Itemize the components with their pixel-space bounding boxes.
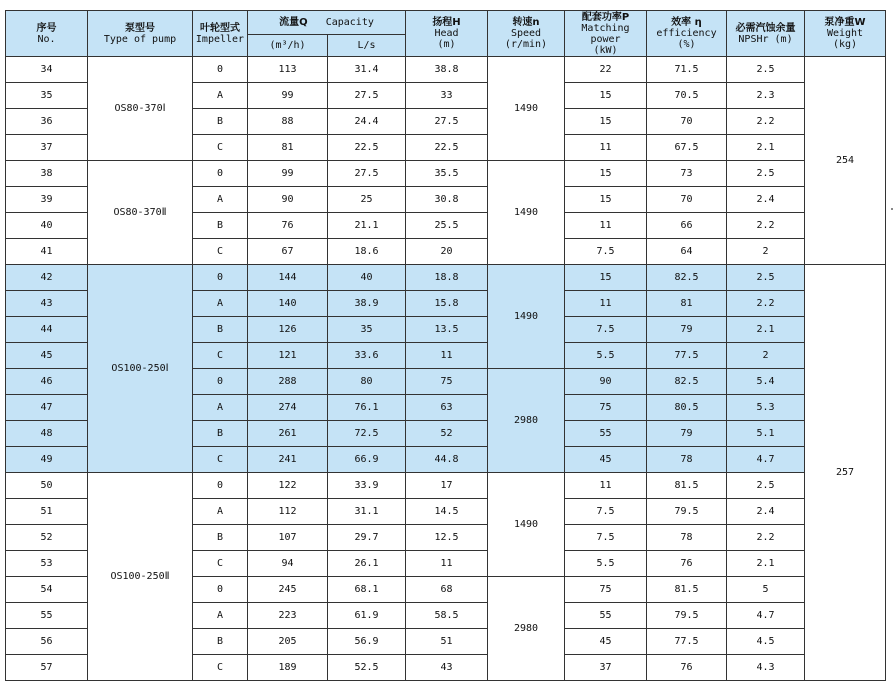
cell-head: 13.5 [406,317,488,343]
cell-npshr: 5.3 [727,395,805,421]
cell-no: 36 [6,109,88,135]
cell-capacity-m3h: 144 [248,265,328,291]
cell-head: 22.5 [406,135,488,161]
cell-capacity-m3h: 90 [248,187,328,213]
cell-head: 68 [406,577,488,603]
cell-npshr: 2.5 [727,161,805,187]
cell-capacity-ls: 26.1 [328,551,406,577]
cell-capacity-ls: 66.9 [328,447,406,473]
cell-capacity-ls: 72.5 [328,421,406,447]
cell-capacity-m3h: 223 [248,603,328,629]
cell-capacity-ls: 52.5 [328,655,406,681]
table-row [6,57,886,83]
header-impeller: 叶轮型式 Impeller [193,11,248,57]
cell-power: 15 [565,187,647,213]
cell-efficiency: 81.5 [647,577,727,603]
cell-efficiency: 76 [647,655,727,681]
cell-pump-type: OS80-370Ⅱ [88,161,193,265]
cell-head: 12.5 [406,525,488,551]
cell-capacity-ls: 61.9 [328,603,406,629]
cell-npshr: 5.1 [727,421,805,447]
cell-efficiency: 70.5 [647,83,727,109]
cell-efficiency: 79 [647,421,727,447]
cell-power: 7.5 [565,525,647,551]
cell-no: 57 [6,655,88,681]
cell-capacity-ls: 68.1 [328,577,406,603]
cell-power: 55 [565,603,647,629]
cell-capacity-ls: 33.9 [328,473,406,499]
cell-impeller: C [193,135,248,161]
cell-capacity-m3h: 122 [248,473,328,499]
cell-capacity-m3h: 288 [248,369,328,395]
cell-head: 38.8 [406,57,488,83]
cell-head: 11 [406,551,488,577]
cell-no: 37 [6,135,88,161]
cell-weight: 257 [805,265,886,681]
cell-npshr: 2.1 [727,135,805,161]
cell-impeller: 0 [193,161,248,187]
cell-npshr: 2.2 [727,213,805,239]
cell-no: 53 [6,551,88,577]
cell-impeller: B [193,213,248,239]
cell-capacity-m3h: 261 [248,421,328,447]
cell-efficiency: 71.5 [647,57,727,83]
cell-efficiency: 79 [647,317,727,343]
cell-power: 75 [565,577,647,603]
cell-capacity-m3h: 67 [248,239,328,265]
cell-speed: 2980 [488,369,565,473]
cell-npshr: 5 [727,577,805,603]
cell-impeller: B [193,317,248,343]
cell-speed: 1490 [488,473,565,577]
cell-power: 55 [565,421,647,447]
header-weight: 泵净重W Weight (kg) [805,11,886,57]
cell-power: 37 [565,655,647,681]
cell-efficiency: 67.5 [647,135,727,161]
cell-no: 47 [6,395,88,421]
cell-weight: 254 [805,57,886,265]
cell-power: 11 [565,473,647,499]
cell-capacity-ls: 40 [328,265,406,291]
cell-head: 52 [406,421,488,447]
cell-impeller: C [193,655,248,681]
cell-impeller: 0 [193,57,248,83]
cell-capacity-ls: 24.4 [328,109,406,135]
cell-capacity-m3h: 245 [248,577,328,603]
cell-impeller: 0 [193,577,248,603]
cell-efficiency: 78 [647,447,727,473]
cell-capacity-m3h: 112 [248,499,328,525]
header-capacity: 流量Q Capacity [248,11,406,35]
cell-power: 5.5 [565,343,647,369]
cell-capacity-m3h: 99 [248,161,328,187]
cell-npshr: 4.5 [727,629,805,655]
header-capacity-ls: L/s [328,35,406,57]
header-speed: 转速n Speed (r/min) [488,11,565,57]
edge-mark [891,208,893,210]
cell-impeller: C [193,447,248,473]
cell-power: 45 [565,629,647,655]
cell-impeller: C [193,343,248,369]
cell-npshr: 2.1 [727,551,805,577]
cell-capacity-ls: 56.9 [328,629,406,655]
table-row [6,161,886,187]
cell-power: 15 [565,265,647,291]
cell-head: 44.8 [406,447,488,473]
cell-capacity-ls: 76.1 [328,395,406,421]
cell-speed: 1490 [488,57,565,161]
cell-capacity-m3h: 205 [248,629,328,655]
cell-efficiency: 79.5 [647,499,727,525]
header-power: 配套功率P Matching power (kW) [565,11,647,57]
cell-head: 14.5 [406,499,488,525]
cell-npshr: 2.2 [727,109,805,135]
cell-pump-type: OS100-250Ⅱ [88,473,193,681]
cell-npshr: 4.3 [727,655,805,681]
cell-impeller: C [193,551,248,577]
cell-no: 46 [6,369,88,395]
cell-efficiency: 79.5 [647,603,727,629]
cell-capacity-m3h: 189 [248,655,328,681]
cell-efficiency: 70 [647,187,727,213]
cell-npshr: 2.5 [727,473,805,499]
cell-no: 55 [6,603,88,629]
cell-capacity-m3h: 99 [248,83,328,109]
cell-power: 7.5 [565,499,647,525]
cell-pump-type: OS100-250Ⅰ [88,265,193,473]
cell-speed: 2980 [488,577,565,681]
cell-no: 56 [6,629,88,655]
cell-impeller: 0 [193,473,248,499]
cell-no: 41 [6,239,88,265]
cell-capacity-m3h: 76 [248,213,328,239]
cell-power: 11 [565,135,647,161]
header-head: 扬程H Head (m) [406,11,488,57]
cell-capacity-m3h: 274 [248,395,328,421]
cell-power: 22 [565,57,647,83]
cell-npshr: 2.1 [727,317,805,343]
cell-npshr: 2.2 [727,291,805,317]
table-row [6,473,886,499]
cell-capacity-ls: 18.6 [328,239,406,265]
cell-efficiency: 82.5 [647,369,727,395]
cell-efficiency: 73 [647,161,727,187]
cell-no: 48 [6,421,88,447]
cell-npshr: 2 [727,239,805,265]
cell-efficiency: 80.5 [647,395,727,421]
cell-head: 35.5 [406,161,488,187]
cell-efficiency: 77.5 [647,629,727,655]
cell-head: 11 [406,343,488,369]
cell-impeller: A [193,499,248,525]
cell-power: 90 [565,369,647,395]
cell-npshr: 2.2 [727,525,805,551]
cell-efficiency: 81 [647,291,727,317]
cell-impeller: B [193,525,248,551]
cell-no: 44 [6,317,88,343]
header-npshr: 必需汽蚀余量 NPSHr (m) [727,11,805,57]
cell-head: 43 [406,655,488,681]
cell-power: 75 [565,395,647,421]
cell-capacity-ls: 29.7 [328,525,406,551]
cell-no: 35 [6,83,88,109]
cell-efficiency: 64 [647,239,727,265]
cell-power: 15 [565,109,647,135]
cell-no: 45 [6,343,88,369]
cell-no: 34 [6,57,88,83]
header-no: 序号 No. [6,11,88,57]
cell-capacity-ls: 27.5 [328,161,406,187]
cell-npshr: 2 [727,343,805,369]
cell-head: 58.5 [406,603,488,629]
cell-power: 11 [565,291,647,317]
header-capacity-m3h: (m³/h) [248,35,328,57]
cell-capacity-ls: 31.4 [328,57,406,83]
cell-efficiency: 70 [647,109,727,135]
cell-efficiency: 66 [647,213,727,239]
cell-capacity-ls: 27.5 [328,83,406,109]
cell-npshr: 2.5 [727,265,805,291]
cell-power: 7.5 [565,239,647,265]
cell-capacity-m3h: 241 [248,447,328,473]
cell-no: 38 [6,161,88,187]
cell-head: 75 [406,369,488,395]
cell-capacity-ls: 25 [328,187,406,213]
cell-pump-type: OS80-370Ⅰ [88,57,193,161]
cell-capacity-ls: 35 [328,317,406,343]
cell-speed: 1490 [488,161,565,265]
cell-impeller: B [193,421,248,447]
cell-impeller: A [193,395,248,421]
cell-capacity-m3h: 140 [248,291,328,317]
cell-power: 11 [565,213,647,239]
cell-npshr: 4.7 [727,447,805,473]
cell-head: 17 [406,473,488,499]
cell-impeller: C [193,239,248,265]
cell-head: 51 [406,629,488,655]
cell-no: 54 [6,577,88,603]
cell-head: 63 [406,395,488,421]
cell-capacity-ls: 31.1 [328,499,406,525]
cell-capacity-ls: 33.6 [328,343,406,369]
cell-head: 33 [406,83,488,109]
cell-power: 5.5 [565,551,647,577]
cell-no: 49 [6,447,88,473]
cell-capacity-m3h: 94 [248,551,328,577]
cell-capacity-ls: 21.1 [328,213,406,239]
cell-efficiency: 77.5 [647,343,727,369]
cell-power: 7.5 [565,317,647,343]
cell-capacity-m3h: 113 [248,57,328,83]
cell-efficiency: 78 [647,525,727,551]
cell-npshr: 2.4 [727,187,805,213]
cell-impeller: A [193,187,248,213]
cell-power: 45 [565,447,647,473]
cell-impeller: A [193,83,248,109]
header-type: 泵型号 Type of pump [88,11,193,57]
cell-speed: 1490 [488,265,565,369]
cell-efficiency: 76 [647,551,727,577]
cell-head: 30.8 [406,187,488,213]
cell-no: 42 [6,265,88,291]
cell-capacity-m3h: 121 [248,343,328,369]
cell-impeller: A [193,603,248,629]
cell-capacity-m3h: 107 [248,525,328,551]
cell-capacity-m3h: 81 [248,135,328,161]
cell-capacity-ls: 22.5 [328,135,406,161]
cell-impeller: B [193,109,248,135]
cell-head: 18.8 [406,265,488,291]
cell-npshr: 5.4 [727,369,805,395]
cell-capacity-m3h: 88 [248,109,328,135]
cell-efficiency: 82.5 [647,265,727,291]
pump-spec-table [5,10,886,681]
cell-no: 50 [6,473,88,499]
cell-capacity-ls: 80 [328,369,406,395]
cell-no: 52 [6,525,88,551]
cell-no: 39 [6,187,88,213]
cell-npshr: 2.5 [727,57,805,83]
cell-impeller: 0 [193,369,248,395]
cell-head: 27.5 [406,109,488,135]
cell-impeller: 0 [193,265,248,291]
cell-npshr: 2.3 [727,83,805,109]
header-efficiency: 效率 η efficiency (%) [647,11,727,57]
table-body [6,57,886,681]
cell-head: 25.5 [406,213,488,239]
cell-impeller: A [193,291,248,317]
cell-power: 15 [565,161,647,187]
cell-impeller: B [193,629,248,655]
table-row [6,265,886,291]
cell-capacity-m3h: 126 [248,317,328,343]
cell-capacity-ls: 38.9 [328,291,406,317]
cell-head: 15.8 [406,291,488,317]
cell-no: 40 [6,213,88,239]
cell-efficiency: 81.5 [647,473,727,499]
cell-head: 20 [406,239,488,265]
cell-no: 43 [6,291,88,317]
cell-no: 51 [6,499,88,525]
cell-npshr: 2.4 [727,499,805,525]
cell-npshr: 4.7 [727,603,805,629]
cell-power: 15 [565,83,647,109]
